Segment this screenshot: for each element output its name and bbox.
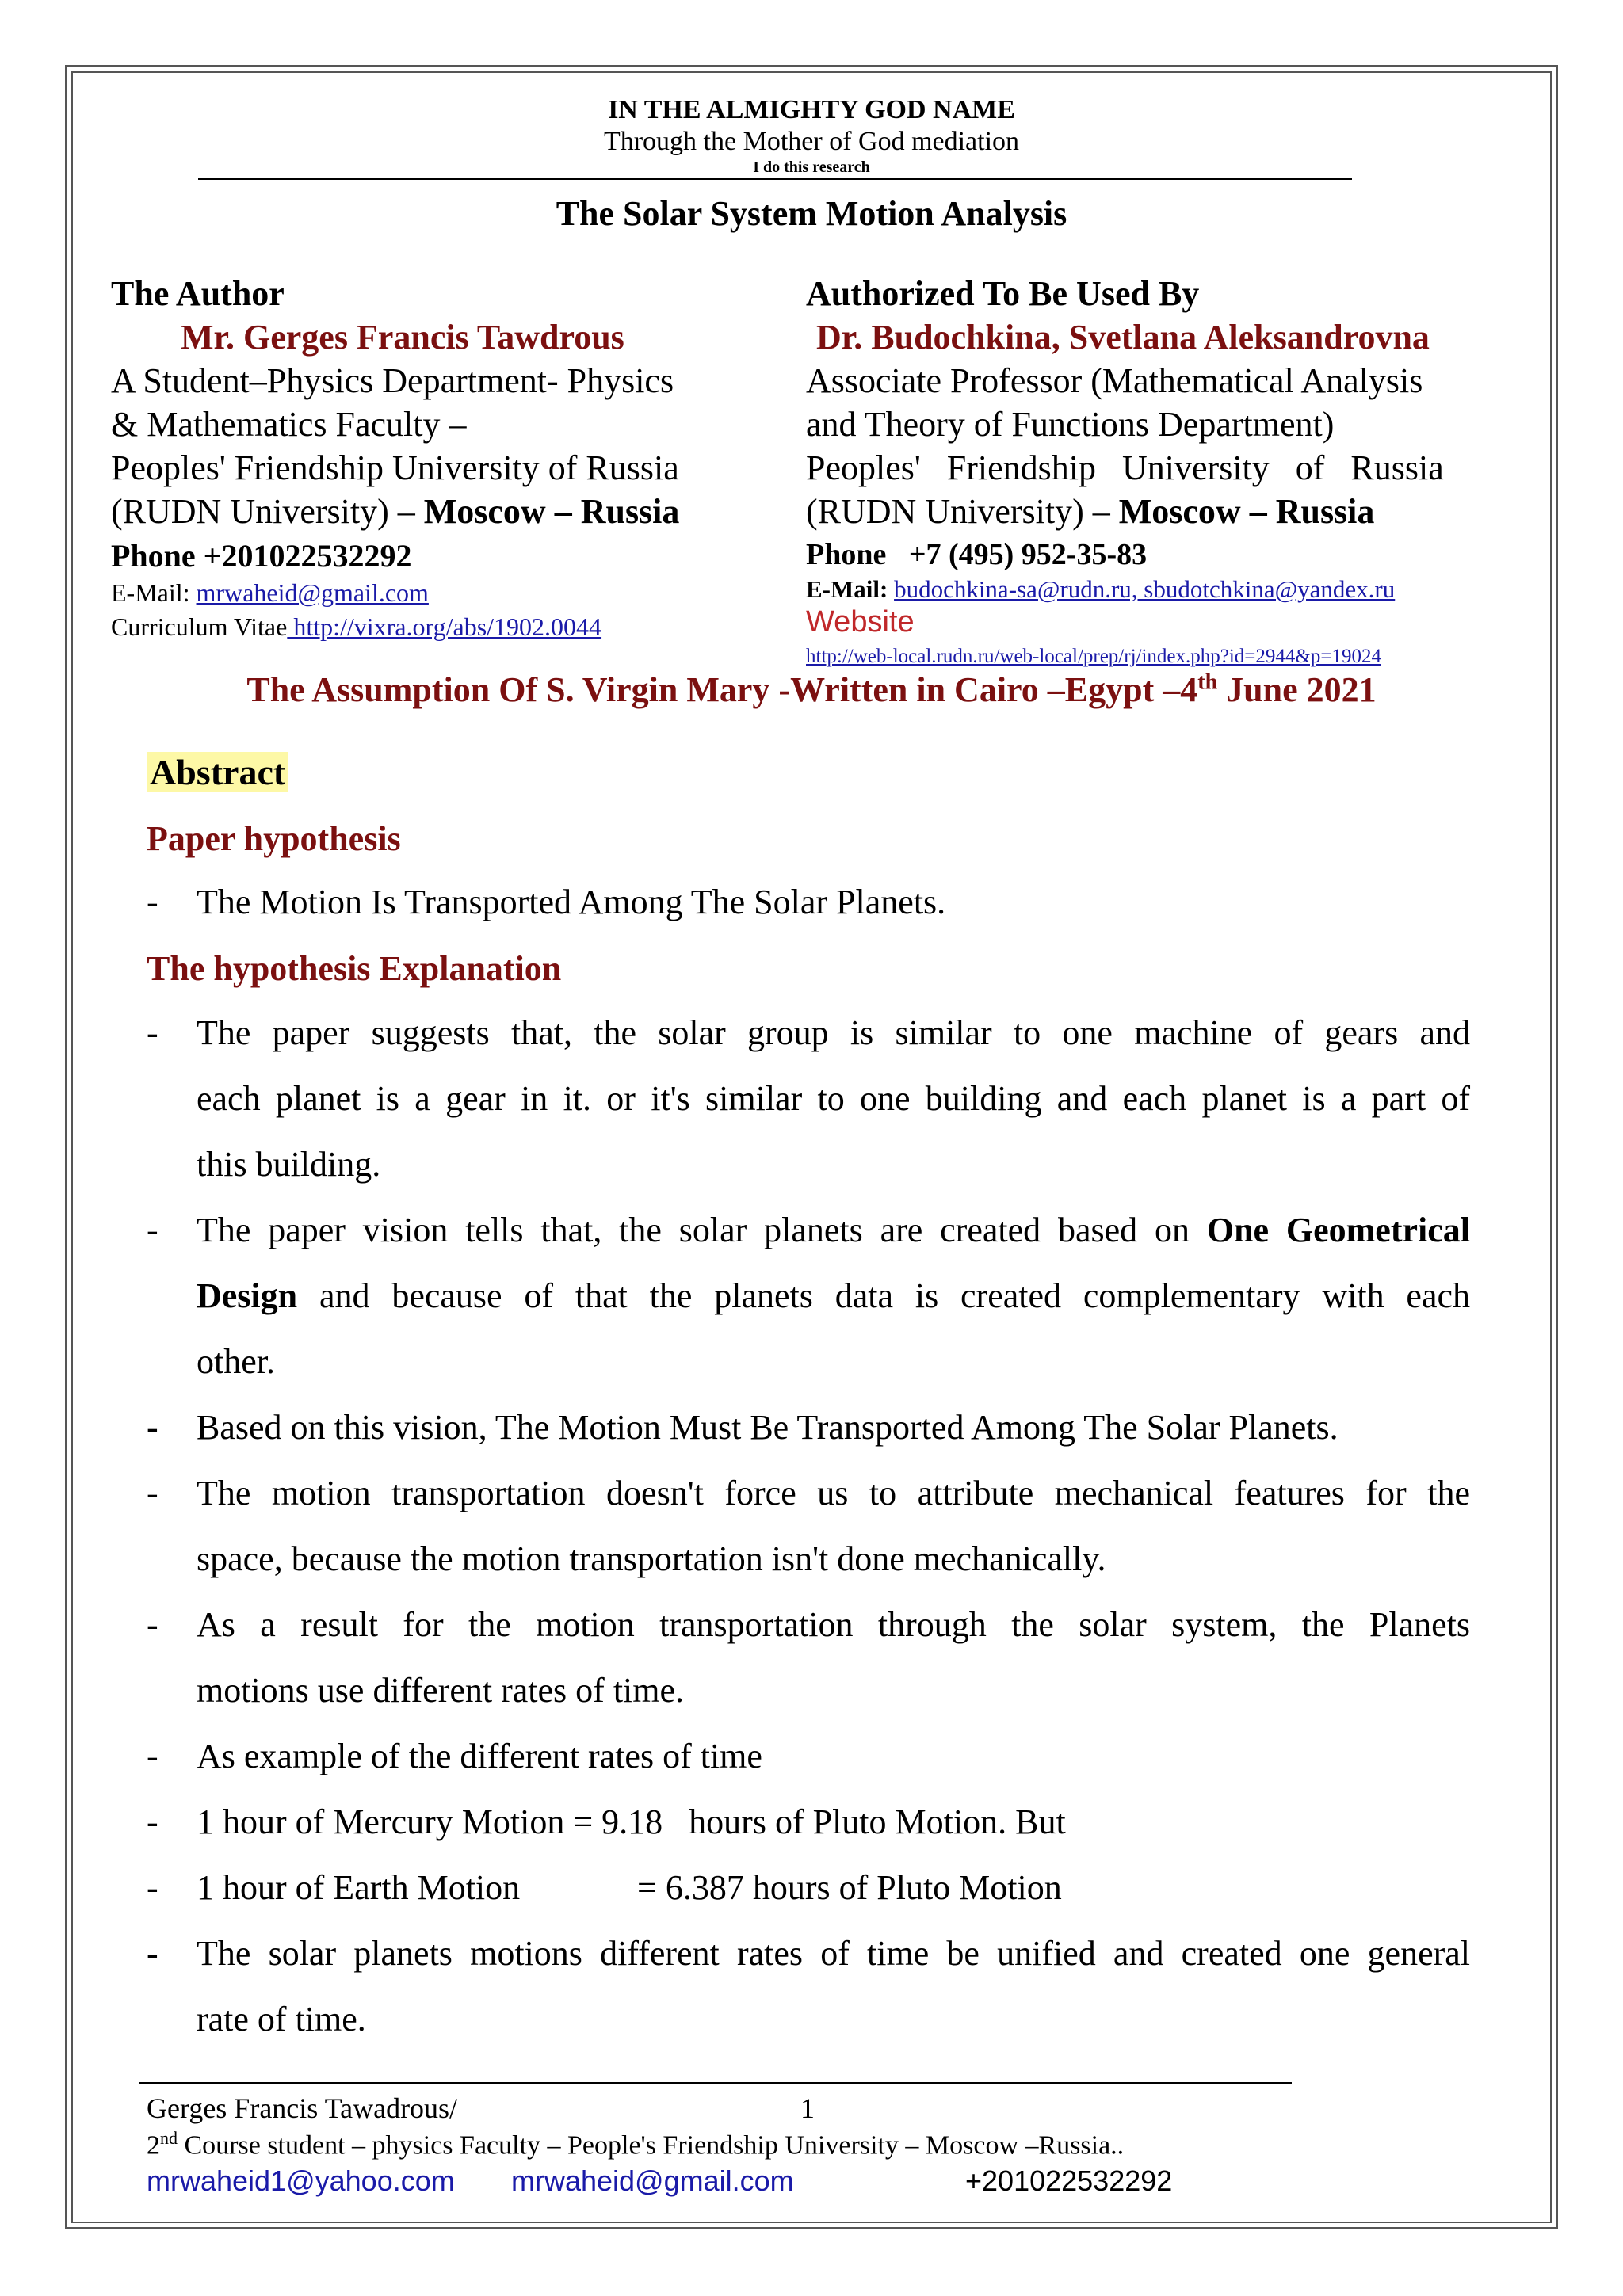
authorized-name: Dr. Budochkina, Svetlana Aleksandrovna (816, 318, 1430, 357)
explanation-heading: The hypothesis Explanation (147, 949, 562, 988)
authorized-email-label: E-Mail: (806, 575, 895, 603)
explanation-item-2-emphasis: One Geometrical (1206, 1211, 1471, 1249)
authorized-location: Moscow – Russia (1118, 492, 1375, 531)
authorized-email-line (806, 575, 1395, 604)
author-cv-link[interactable]: http://vixra.org/abs/1902.0044 (287, 612, 602, 641)
hypothesis-item: The Motion Is Transported Among The Solar Planets. (197, 883, 946, 921)
authorized-affiliation-4 (806, 491, 1374, 532)
explanation-item-2-text-cont: and because of that the planets data is created complementary with each (297, 1276, 1470, 1315)
bullet-dash: - (147, 1737, 158, 1775)
dateline-superscript: th (1197, 669, 1218, 695)
footer-author-name: Gerges Francis Tawadrous/ (147, 2092, 458, 2124)
author-email-line (111, 578, 429, 608)
explanation-item-2-line-2 (197, 1276, 1470, 1316)
author-heading: The Author (111, 274, 285, 313)
abstract-heading-label: Abstract (147, 752, 288, 792)
bullet-dash: - (147, 1934, 158, 1973)
bullet-dash: - (147, 1605, 158, 1644)
dateline (0, 669, 1623, 710)
authorized-website-label: Website (806, 605, 915, 639)
explanation-item-6: As example of the different rates of time (197, 1737, 762, 1775)
authorized-affiliation-2: and Theory of Functions Department) (806, 405, 1335, 444)
author-affiliation-2: & Mathematics Faculty – (111, 405, 467, 444)
explanation-item-7: 1 hour of Mercury Motion = 9.18 hours of Pluto Motion. But (197, 1802, 1066, 1841)
explanation-item-8 (197, 1867, 1470, 1908)
author-phone: Phone +201022532292 (111, 538, 412, 574)
bullet-dash: - (147, 1802, 158, 1841)
header-dedication: IN THE ALMIGHTY GOD NAME (608, 95, 1015, 124)
bullet-dash: - (147, 1408, 158, 1447)
author-email-link[interactable]: mrwaheid@gmail.com (196, 578, 429, 607)
explanation-item-3: Based on this vision, The Motion Must Be Transported Among The Solar Planets. (197, 1408, 1338, 1447)
paper-title: The Solar System Motion Analysis (556, 194, 1067, 233)
hypothesis-heading: Paper hypothesis (147, 819, 401, 858)
bullet-dash: - (147, 883, 158, 921)
bullet-dash: - (147, 1868, 158, 1907)
authorized-heading: Authorized To Be Used By (806, 274, 1200, 313)
authorized-website-line (806, 646, 1381, 668)
dateline-month-year: June 2021 (1217, 670, 1377, 709)
explanation-item-1-line-1: The paper suggests that, the solar group is similar to one machine of gears and (197, 1013, 1470, 1052)
authorized-affiliation-3: Peoples' Friendship University of Russia (806, 448, 1444, 487)
footer-rule (139, 2082, 1292, 2084)
footer-email-yahoo[interactable]: mrwaheid1@yahoo.com (147, 2164, 455, 2197)
explanation-item-4-line-1: The motion transportation doesn't force us to attribute mechanical features for the (197, 1474, 1470, 1512)
explanation-item-1-line-2: each planet is a gear in it. or it's similar to one building and each planet is a part of (197, 1079, 1470, 1118)
footer-course-superscript: nd (160, 2128, 178, 2148)
header-rule (198, 178, 1352, 180)
header-mediation: Through the Mother of God mediation (603, 127, 1020, 156)
authorized-phone: Phone +7 (495) 952-35-83 (806, 538, 1148, 571)
explanation-item-4-line-2: space, because the motion transportation isn't done mechanically. (197, 1539, 1106, 1578)
authorized-website-link[interactable]: http://web-local.rudn.ru/web-local/prep/rj/index.php?id=2944&p=19024 (806, 646, 1381, 667)
authorized-university: (RUDN University) – (806, 492, 1119, 531)
bullet-dash: - (147, 1474, 158, 1512)
footer-phone: +201022532292 (965, 2164, 1173, 2197)
explanation-item-1-line-3: this building. (197, 1145, 381, 1184)
bullet-dash: - (147, 1013, 158, 1052)
author-email-label: E-Mail: (111, 578, 197, 607)
explanation-item-8-left: 1 hour of Earth Motion (197, 1868, 521, 1907)
explanation-item-2-line-1 (197, 1210, 1470, 1250)
footer-course-number: 2 (147, 2130, 160, 2161)
explanation-item-2-text: The paper vision tells that, the solar planets are created based on (197, 1211, 1207, 1249)
footer-course-line (147, 2128, 1124, 2161)
explanation-item-9-line-1: The solar planets motions different rates of time be unified and created one general (197, 1934, 1470, 1973)
authorized-affiliation-1: Associate Professor (Mathematical Analysis (806, 361, 1423, 400)
author-cv-line (111, 612, 601, 642)
author-location: Moscow – Russia (423, 492, 680, 531)
explanation-item-8-right: = 6.387 hours of Pluto Motion (637, 1868, 1062, 1907)
author-name: Mr. Gerges Francis Tawdrous (181, 318, 624, 357)
dateline-text: The Assumption Of S. Virgin Mary -Written in Cairo –Egypt –4 (246, 670, 1198, 709)
explanation-item-2-emphasis-cont: Design (197, 1276, 298, 1315)
explanation-item-2-line-3: other. (197, 1342, 275, 1381)
footer-email-gmail[interactable]: mrwaheid@gmail.com (511, 2164, 794, 2197)
explanation-item-5-line-2: motions use different rates of time. (197, 1671, 685, 1710)
bullet-dash: - (147, 1211, 158, 1249)
author-affiliation-3: Peoples' Friendship University of Russia (111, 448, 679, 487)
explanation-item-5-line-1: As a result for the motion transportation through the solar system, the Planets (197, 1605, 1470, 1644)
author-university: (RUDN University) – (111, 492, 424, 531)
abstract-heading (147, 751, 288, 793)
author-affiliation-1: A Student–Physics Department- Physics (111, 361, 674, 400)
author-affiliation-4 (111, 491, 679, 532)
footer-page-number: 1 (800, 2092, 815, 2124)
explanation-item-9-line-2: rate of time. (197, 2000, 366, 2039)
footer-course-text: Course student – physics Faculty – People's Friendship University – Moscow –Russia.. (178, 2130, 1125, 2161)
header-research-note: I do this research (753, 158, 870, 176)
author-cv-label: Curriculum Vitae (111, 612, 288, 641)
authorized-email-link[interactable]: budochkina-sa@rudn.ru, sbudotchkina@yandex.ru (894, 575, 1396, 603)
